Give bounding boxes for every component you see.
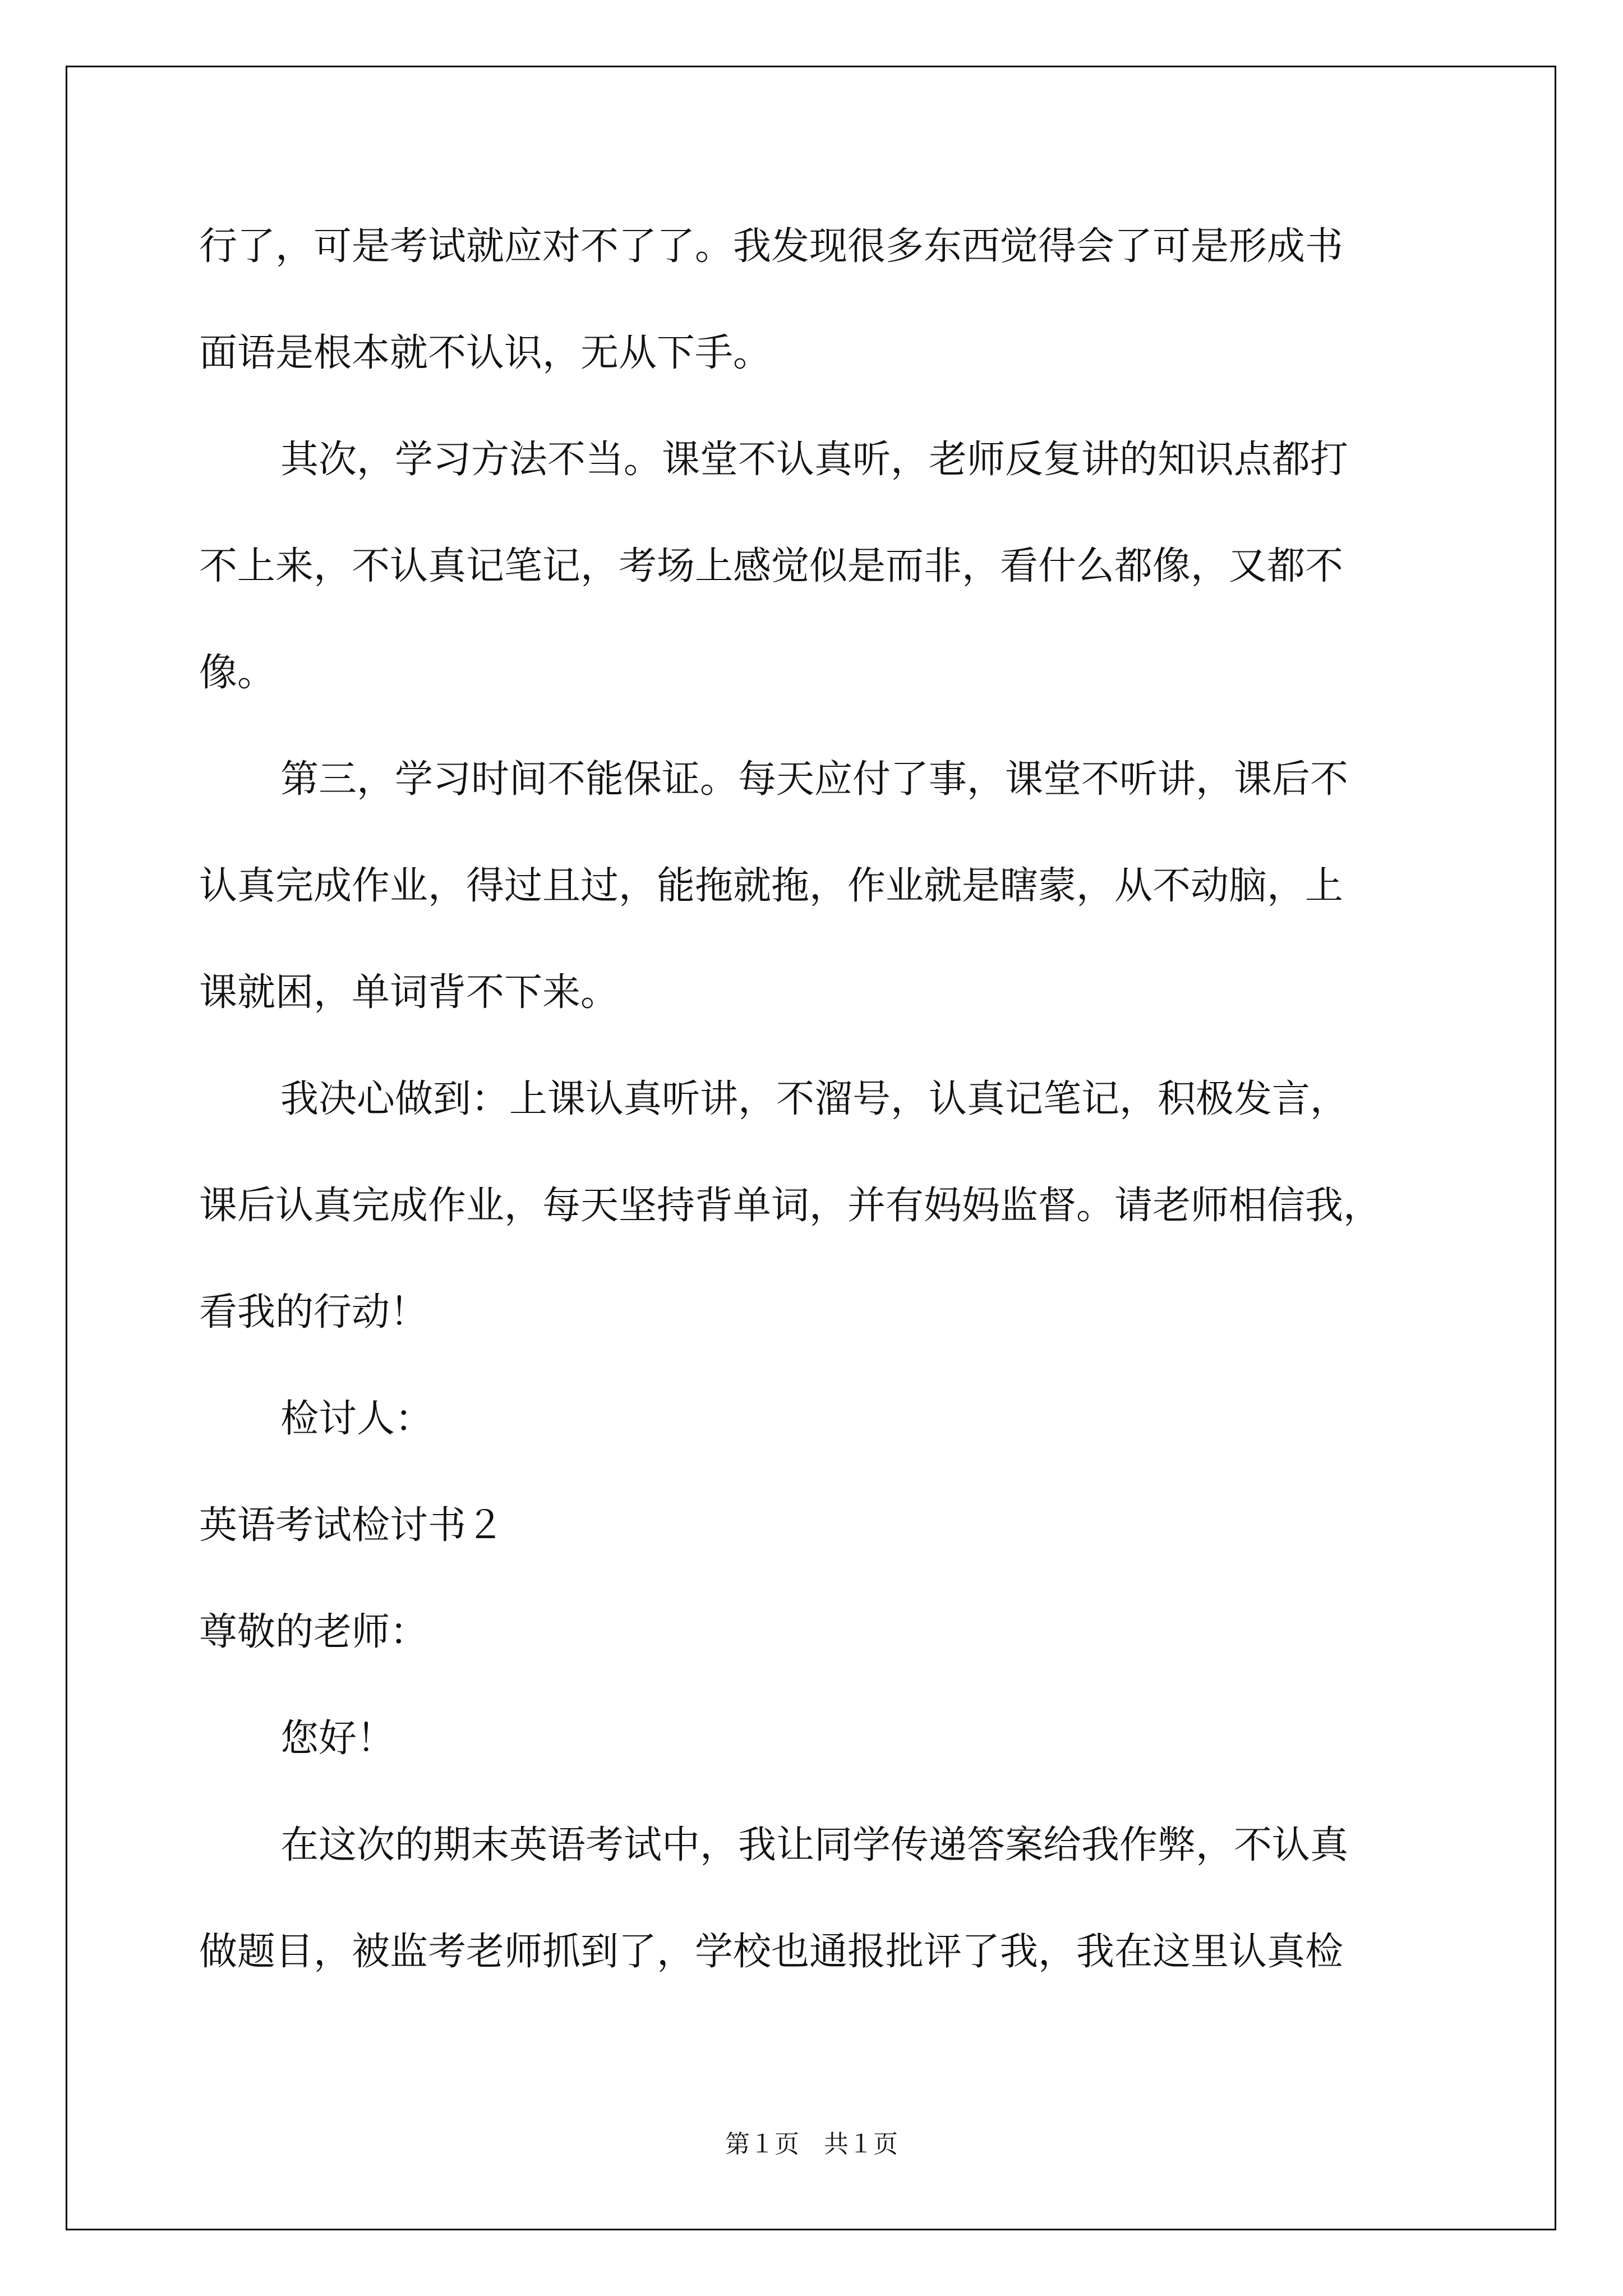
section-title: 英语考试检讨书２ — [199, 1503, 505, 1548]
greeting: 您好！ — [280, 1717, 395, 1761]
text-line: 行了，可是考试就应对不了了。我发现很多东西觉得会了可是形成书 — [199, 224, 1344, 269]
text-line: 课后认真完成作业，每天坚持背单词，并有妈妈监督。请老师相信我， — [199, 1184, 1382, 1228]
text-line: 不上来，不认真记笔记，考场上感觉似是而非，看什么都像，又都不 — [199, 544, 1344, 588]
page-footer: 第１页 共１页 — [725, 2130, 898, 2159]
text-line: 在这次的期末英语考试中，我让同学传递答案给我作弊，不认真 — [280, 1823, 1349, 1867]
text-line: 认真完成作业，得过且过，能拖就拖，作业就是瞎蒙，从不动脑，上 — [199, 864, 1344, 908]
text-line: 看我的行动！ — [199, 1290, 428, 1335]
page-border — [66, 66, 1556, 2230]
text-line: 像。 — [199, 651, 276, 695]
text-line: 课就困，单词背不下来。 — [199, 970, 619, 1015]
salutation: 尊敬的老师： — [199, 1610, 428, 1654]
text-line: 我决心做到：上课认真听讲，不溜号，认真记笔记，积极发言， — [280, 1077, 1349, 1121]
text-line: 做题目，被监考老师抓到了，学校也通报批评了我，我在这里认真检 — [199, 1930, 1344, 1974]
text-line: 面语是根本就不认识，无从下手。 — [199, 331, 772, 375]
text-line: 第三，学习时间不能保证。每天应付了事，课堂不听讲，课后不 — [280, 757, 1349, 802]
signature-label: 检讨人： — [280, 1397, 434, 1441]
text-line: 其次，学习方法不当。课堂不认真听，老师反复讲的知识点都打 — [280, 438, 1349, 482]
